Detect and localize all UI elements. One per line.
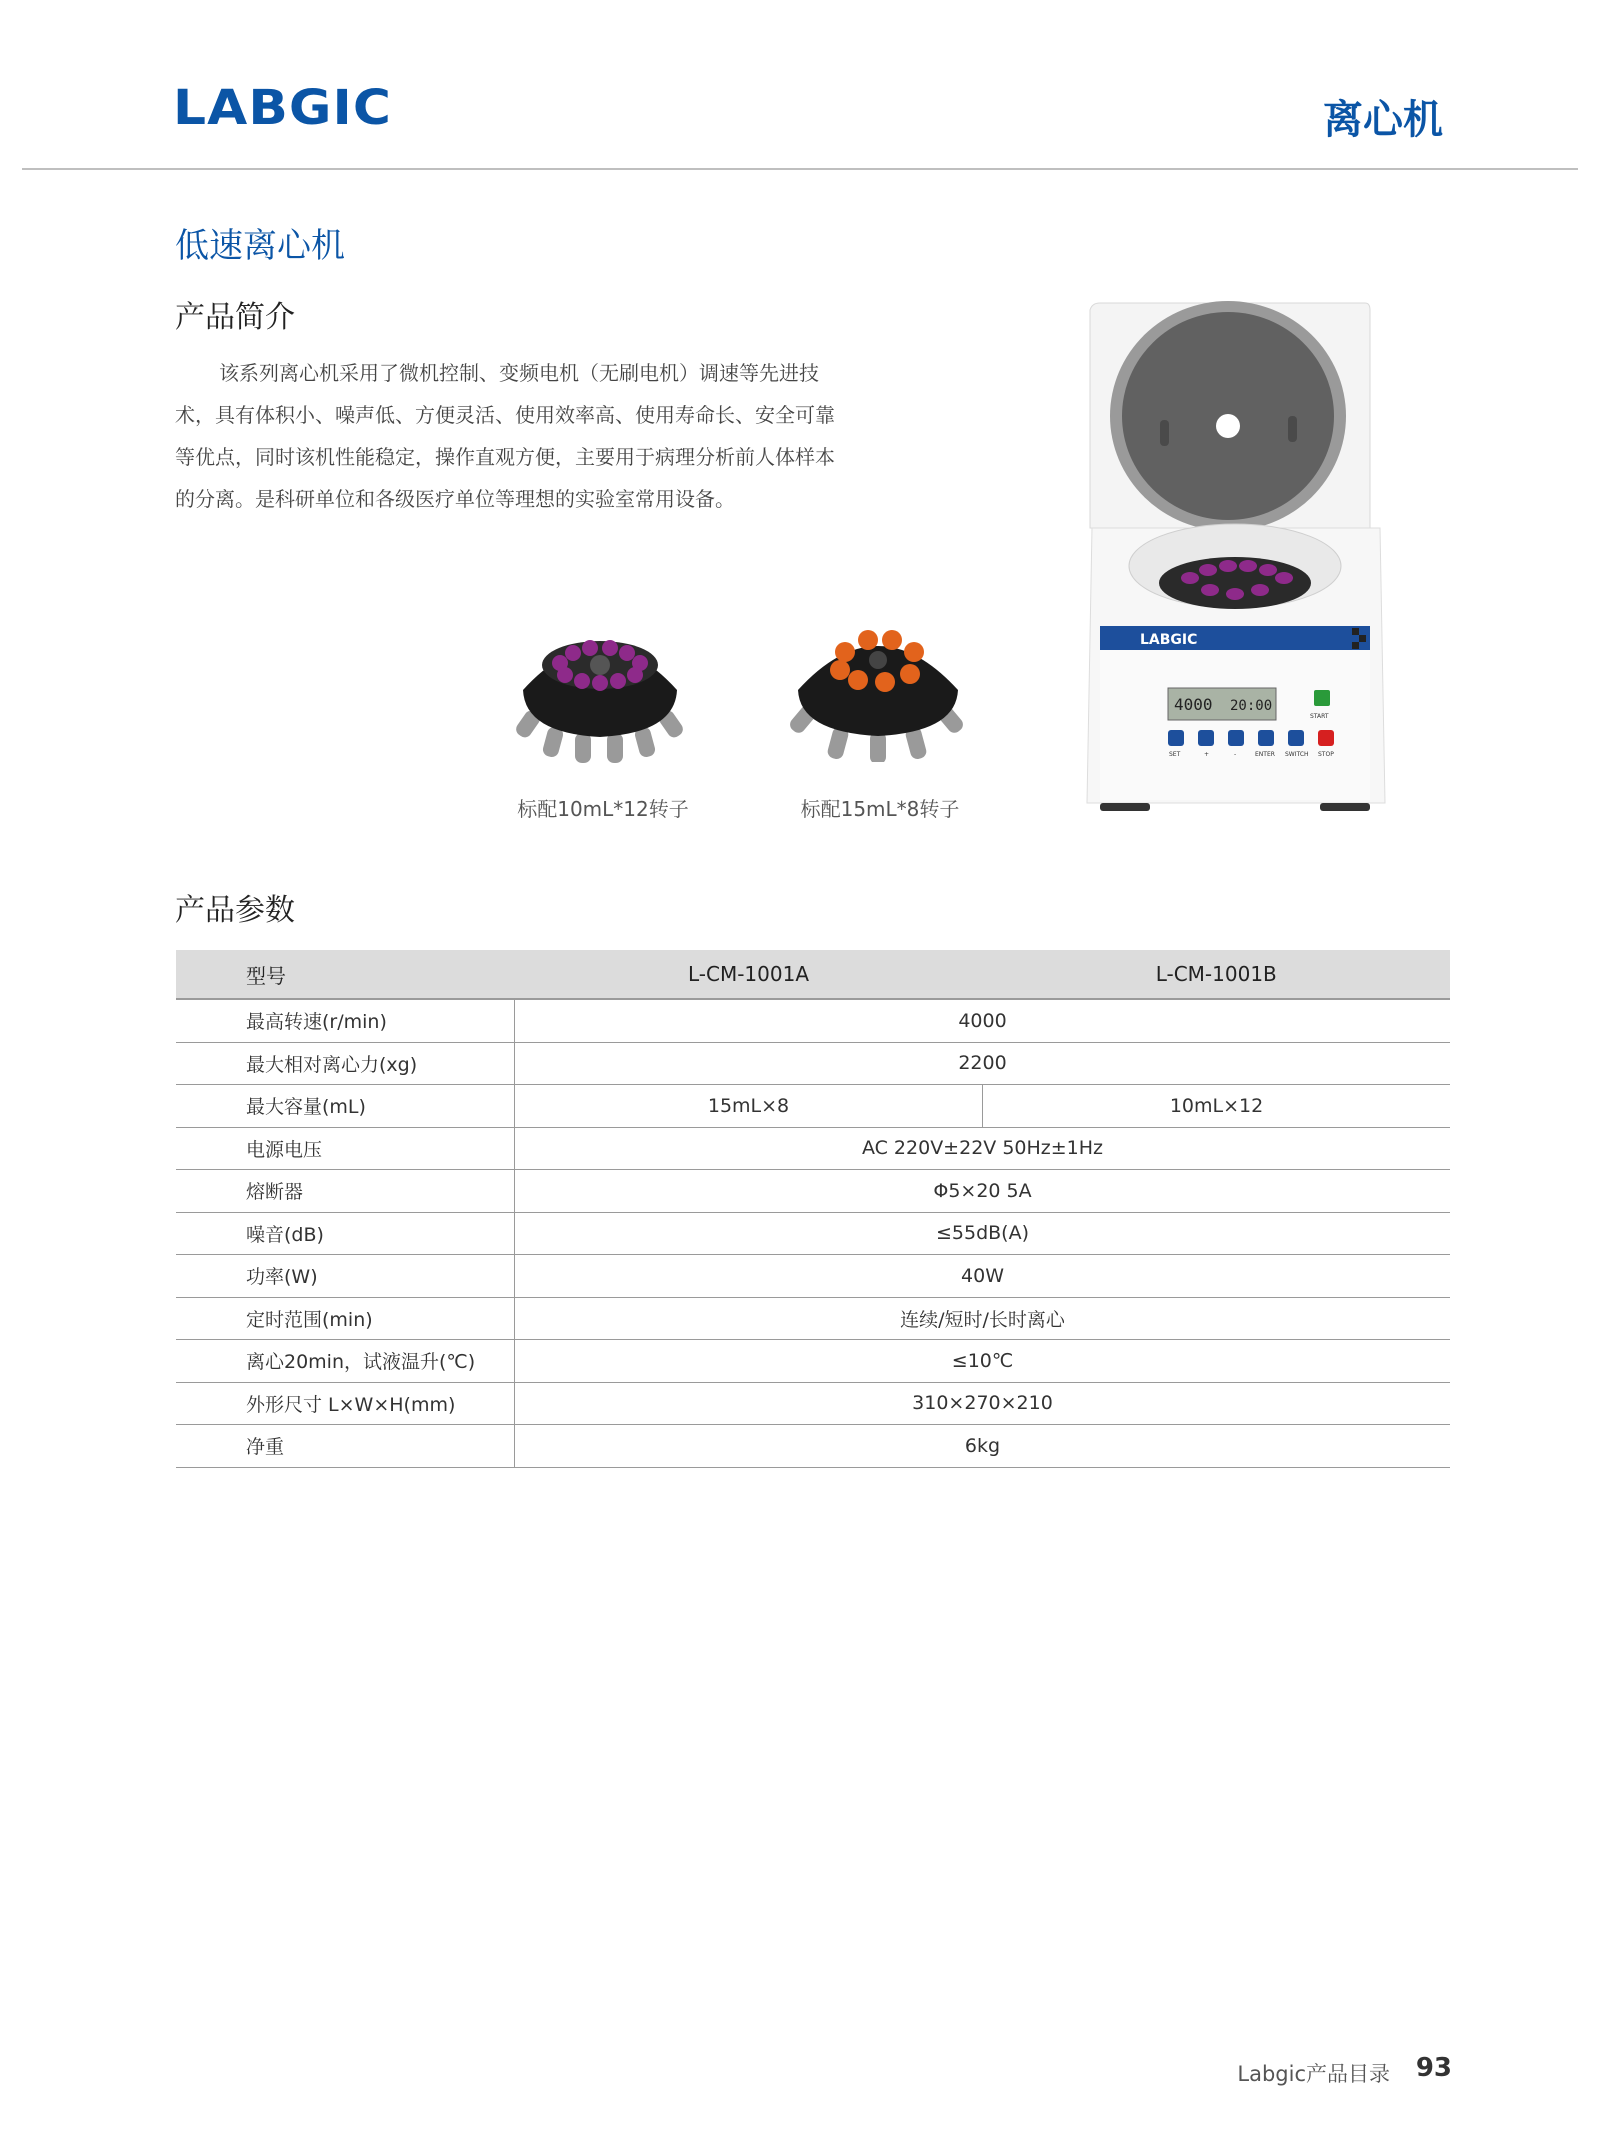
spec-value: AC 220V±22V 50Hz±1Hz [515,1127,1451,1170]
category-title: 离心机 [1323,97,1443,143]
spec-label: 定时范围(min) [176,1297,515,1340]
spec-value: 310×270×210 [515,1382,1451,1425]
intro-heading: 产品简介 [175,300,295,335]
spec-value-b: 10mL×12 [983,1085,1451,1128]
spec-value: Φ5×20 5A [515,1170,1451,1213]
btn-label-5: STOP [1318,751,1334,758]
header-divider [22,168,1578,170]
centrifuge-device-image [1080,298,1400,818]
spec-label: 噪音(dB) [176,1212,515,1255]
spec-label: 净重 [176,1425,515,1468]
display-time: 20:00 [1230,698,1273,714]
rotor-10ml-12-image [515,615,685,765]
intro-text: 该系列离心机采用了微机控制、变频电机（无刷电机）调速等先进技术，具有体积小、噪声低、方便灵活、使用效率高、使用寿命长、安全可靠等优点，同时该机性能稳定，操作直观方便，主要用于病理分析前人体样本的分离。是科研单位和各级医疗单位等理想的实验室常用设备。 [175,361,835,511]
btn-label-1: + [1204,751,1210,758]
spec-label: 最高转速(r/min) [176,999,515,1042]
spec-header-model-a: L-CM-1001A [515,950,983,999]
spec-label: 最大相对离心力(xg) [176,1042,515,1085]
btn-label-2: - [1234,751,1237,758]
btn-label-4: SWITCH [1285,751,1309,758]
spec-value-a: 15mL×8 [515,1085,983,1128]
rotor2-caption: 标配15mL*8转子 [800,797,960,821]
display-speed: 4000 [1174,695,1213,714]
spec-label: 离心20min，试液温升(℃) [176,1340,515,1383]
spec-table [176,950,1450,1468]
spec-value: 2200 [515,1042,1451,1085]
table-row [176,999,1450,1042]
spec-header-row [176,950,1450,999]
table-row [176,1255,1450,1298]
panel-brand: LABGIC [1140,632,1198,648]
spec-value: 6kg [515,1425,1451,1468]
table-row [176,1212,1450,1255]
spec-value: 4000 [515,999,1451,1042]
spec-label: 最大容量(mL) [176,1085,515,1128]
start-label: START [1310,713,1329,720]
spec-header-model-b: L-CM-1001B [983,950,1451,999]
table-row [176,1425,1450,1468]
spec-label: 外形尺寸 L×W×H(mm) [176,1382,515,1425]
table-row [176,1340,1450,1383]
spec-value: ≤10℃ [515,1340,1451,1383]
table-row [176,1382,1450,1425]
spec-value: 连续/短时/长时离心 [515,1297,1451,1340]
spec-label: 电源电压 [176,1127,515,1170]
spec-value: ≤55dB(A) [515,1212,1451,1255]
table-row [176,1127,1450,1170]
params-heading: 产品参数 [175,893,295,928]
rotor1-caption: 标配10mL*12转子 [517,797,689,821]
page-number: 93 [1415,2053,1452,2083]
spec-label: 功率(W) [176,1255,515,1298]
rotor-15ml-8-image [790,612,965,762]
btn-label-0: SET [1169,751,1181,758]
spec-header-label: 型号 [176,950,515,999]
table-row [176,1170,1450,1213]
spec-value: 40W [515,1255,1451,1298]
footer-catalog: Labgic产品目录 [1237,2062,1390,2086]
product-title: 低速离心机 [175,226,345,266]
table-row [176,1297,1450,1340]
brand-logo: LABGIC [173,80,393,136]
table-row [176,1042,1450,1085]
btn-label-3: ENTER [1255,751,1275,758]
table-row [176,1085,1450,1128]
spec-label: 熔断器 [176,1170,515,1213]
